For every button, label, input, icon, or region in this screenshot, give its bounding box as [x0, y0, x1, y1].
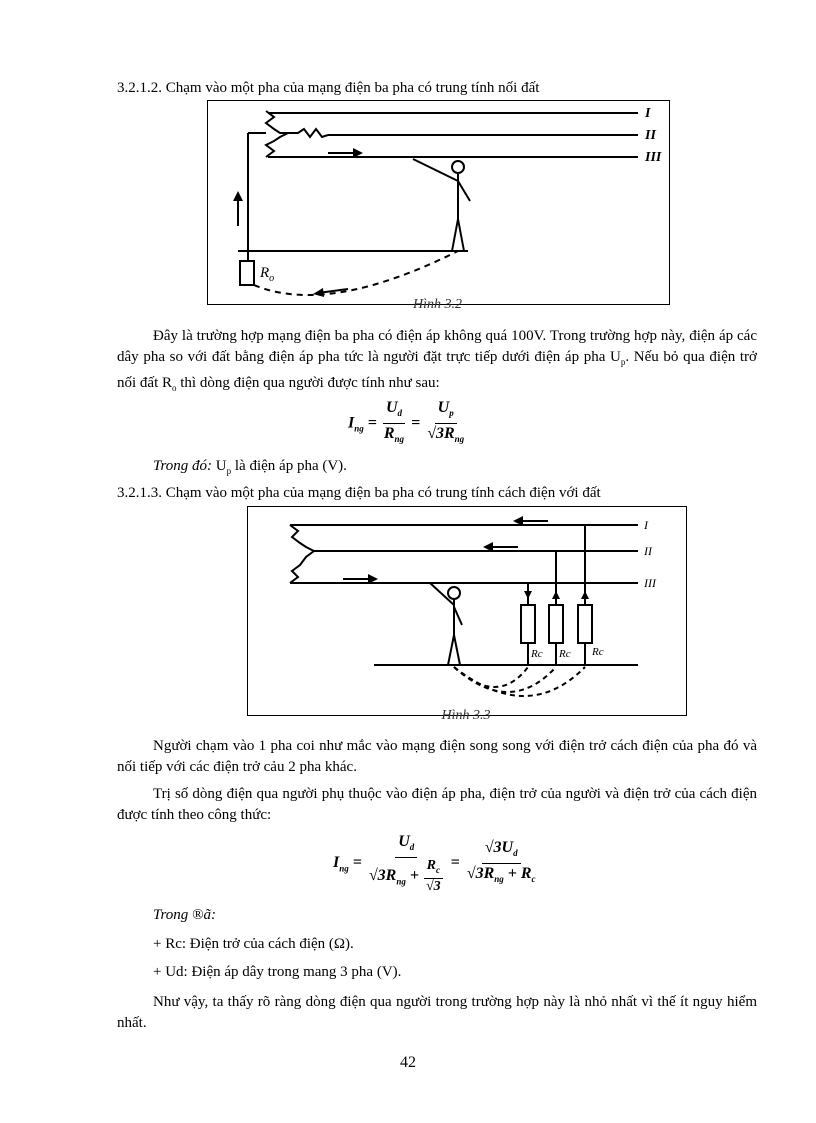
f2-rc-num: R: [426, 858, 436, 874]
f2-phase-label-1: I: [644, 518, 648, 532]
f1-den1: R: [383, 425, 395, 443]
f2-frac2-num: [482, 838, 521, 864]
phase-label-1: I: [645, 106, 651, 121]
f2-den1-sub: ng: [396, 876, 406, 887]
where-1: [153, 456, 347, 482]
where1-sub: p: [226, 466, 232, 476]
f2-den2-sub: ng: [494, 874, 504, 885]
f2-frac1: [366, 832, 447, 895]
p1-sub1: p: [620, 357, 626, 367]
where1-a: U: [212, 458, 227, 474]
f2-den1-plus: +: [405, 867, 423, 885]
f1-frac1: [381, 398, 407, 449]
f2-eq2: =: [450, 854, 460, 872]
paragraph-4: Như vậy, ta thấy rõ ràng dòng điện qua người trong trường hợp này là nhỏ nhất vì thế ít nguy hiểm nhất.: [117, 994, 757, 1031]
f1-frac1-num: [383, 398, 405, 424]
rc-label-3: Rc: [592, 646, 604, 658]
formula-1: [348, 398, 467, 449]
resistor-label: [259, 265, 274, 284]
p1-b: . Nếu bỏ qua điện trở nối đất R: [117, 349, 757, 391]
f2-frac2: [464, 838, 539, 889]
f2-rc-num-wrap: [424, 858, 443, 879]
f2-frac1-num: [395, 832, 417, 858]
figure-3-3: [247, 506, 687, 716]
f1-frac2-num: [435, 398, 457, 424]
f2-lhs-sub: ng: [339, 863, 349, 874]
figure-3-2-caption: Hình 3.2: [413, 297, 462, 312]
f2-phase-label-3: III: [644, 576, 656, 590]
f2-frac2-den: [464, 864, 539, 889]
f2-rc-sub: c: [435, 864, 440, 875]
f2-num1-sub: d: [409, 842, 415, 853]
f2-num2-sub: d: [513, 847, 518, 858]
f1-frac2-den: [424, 424, 467, 449]
f1-den1-sub: ng: [394, 434, 405, 445]
figure-3-2-diagram: [208, 101, 669, 304]
paragraph-3: Trị số dòng điện qua người phụ thuộc vào điện áp pha, điện trở của người và điện trở của cách điện được tính theo công thức:: [117, 786, 757, 823]
f2-den2-a: √3R: [466, 864, 495, 882]
f1-den2: √3R: [427, 425, 455, 443]
p1-a: Đây là trường hợp mạng điện ba pha có điện áp không quá 100V. Trong trường hợp này, điện áp các dây pha so với đất bằng điện áp pha tức là người đặt trực tiếp dưới điện áp pha U: [117, 328, 757, 365]
p1-sub2: o: [172, 383, 177, 393]
f1-num2: U: [437, 399, 450, 416]
f2-frac1-den: [366, 858, 447, 895]
rc-label-2: Rc: [559, 648, 571, 660]
bullet-ud: + Ud: Điện áp dây trong mang 3 pha (V).: [153, 964, 402, 980]
f1-frac1-den: [381, 424, 407, 449]
bullet-rc: + Rc: Điện trở của cách điện (Ω).: [153, 936, 354, 952]
f1-num1-sub: d: [397, 408, 402, 419]
where1-label: Trong đó:: [153, 458, 213, 474]
f2-den2-b: + R: [503, 864, 532, 882]
f1-den2-sub: ng: [454, 434, 465, 445]
f2-den2-sub2: c: [531, 874, 536, 885]
section-heading-3-2-1-3: 3.2.1.3. Chạm vào một pha của mạng điện ba pha có trung tính cách điện với đất: [117, 485, 601, 501]
f2-num1: U: [398, 833, 410, 850]
figure-3-2: [207, 100, 670, 305]
f2-rc-frac: [423, 858, 444, 895]
figure-3-3-diagram: [248, 507, 686, 715]
f2-rc-den: √3: [425, 878, 441, 894]
p1-c: thì dòng điện qua người được tính như sau:: [176, 375, 440, 391]
f2-eq1: =: [352, 854, 362, 872]
f2-num2: √3U: [484, 838, 514, 856]
f1-lhs-sub: ng: [354, 423, 364, 434]
paragraph-1: [117, 326, 757, 399]
f2-den1-a: √3R: [368, 867, 397, 885]
where1-b: là điện áp pha (V).: [231, 458, 347, 474]
phase-label-2: II: [645, 128, 656, 143]
rc-label-1: Rc: [531, 648, 543, 660]
resistor-label-sub: o: [269, 273, 275, 284]
f1-num1: U: [385, 399, 398, 416]
page-number: 42: [400, 1054, 416, 1071]
resistor-label-r: R: [260, 265, 270, 281]
section-heading-3-2-1-2: 3.2.1.2. Chạm vào một pha của mạng điện ba pha có trung tính nối đất: [117, 80, 540, 96]
figure-3-3-caption: Hình 3.3: [441, 708, 491, 723]
f1-lhs: I: [348, 414, 355, 432]
formula-2: [333, 832, 539, 895]
phase-label-3: III: [645, 150, 662, 165]
f2-lhs: I: [333, 854, 340, 872]
f2-phase-label-2: II: [644, 544, 652, 558]
f1-num2-sub: p: [449, 408, 454, 419]
paragraph-2: Người chạm vào 1 pha coi như mắc vào mạng điện song song với điện trở cách điện của pha đó và nối tiếp với các điện trở cảu 2 pha khác.: [117, 738, 757, 775]
f1-frac2: [424, 398, 467, 449]
f1-eq2: =: [411, 414, 421, 432]
f1-eq1: =: [367, 414, 377, 432]
where-2: Trong ®ã:: [153, 907, 216, 923]
